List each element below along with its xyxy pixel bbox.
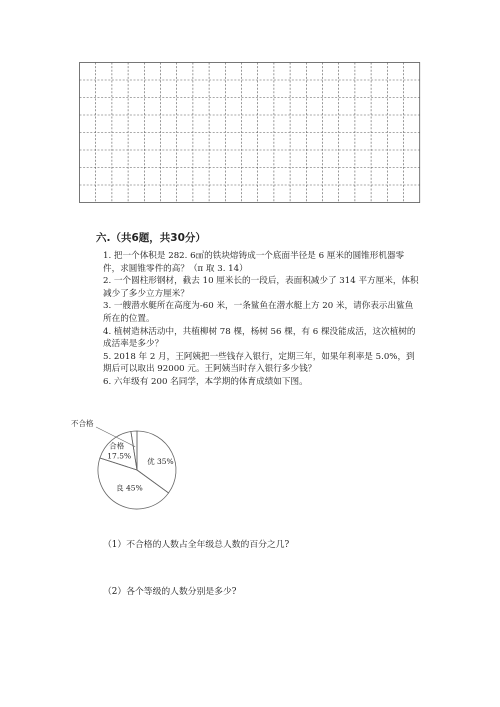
question-1: （1）不合格的人数占全年级总人数的百分之几? bbox=[103, 540, 290, 550]
answer-grid bbox=[79, 62, 421, 204]
problem-6: 6. 六年级有 200 名同学，本学期的体育成绩如下图。 bbox=[103, 376, 308, 387]
grade-pie-chart bbox=[68, 414, 188, 510]
pie-label-liang: 良 45% bbox=[116, 483, 143, 493]
problem-1: 1. 把一个体积是 282. 6㎤的铁块熔铸成一个底面半径是 6 厘米的圆锥形机器零件，求圆锥零件的高？（π 取 3. 14） bbox=[103, 251, 405, 274]
problem-list bbox=[103, 250, 421, 389]
section-title: 六.（共6题，共30分） bbox=[96, 232, 206, 244]
pie-label-hege-name: 合格 bbox=[109, 441, 125, 451]
problem-3: 3. 一艘潜水艇所在高度为-60 米，一条鲨鱼在潜水艇上方 20 米，请你表示出鲨鱼所在的位置。 bbox=[103, 301, 414, 324]
question-2: （2）各个等级的人数分别是多少? bbox=[103, 587, 237, 597]
pie-label-hege: 17.5% bbox=[107, 451, 132, 461]
problem-4: 4. 植树造林活动中，共植柳树 78 棵，杨树 56 棵，有 6 棵没能成活，这次植树的成活率是多少？ bbox=[103, 326, 416, 350]
problem-5: 5. 2018 年 2 月，王阿姨把一些钱存入银行，定期三年，如果年利率是 5.0%，到期后可以取出 92000 元。王阿姨当时存入银行多少钱？ bbox=[103, 351, 415, 375]
pie-label-you: 优 35% bbox=[147, 456, 174, 466]
pie-label-buhege: 不合格 bbox=[71, 419, 94, 428]
pie-slice-buhege bbox=[131, 431, 137, 470]
problem-2: 2. 一个圆柱形钢材，截去 10 厘米长的一段后，表面积减少了 314 平方厘米，体积减少了多少立方厘米？ bbox=[103, 276, 419, 299]
